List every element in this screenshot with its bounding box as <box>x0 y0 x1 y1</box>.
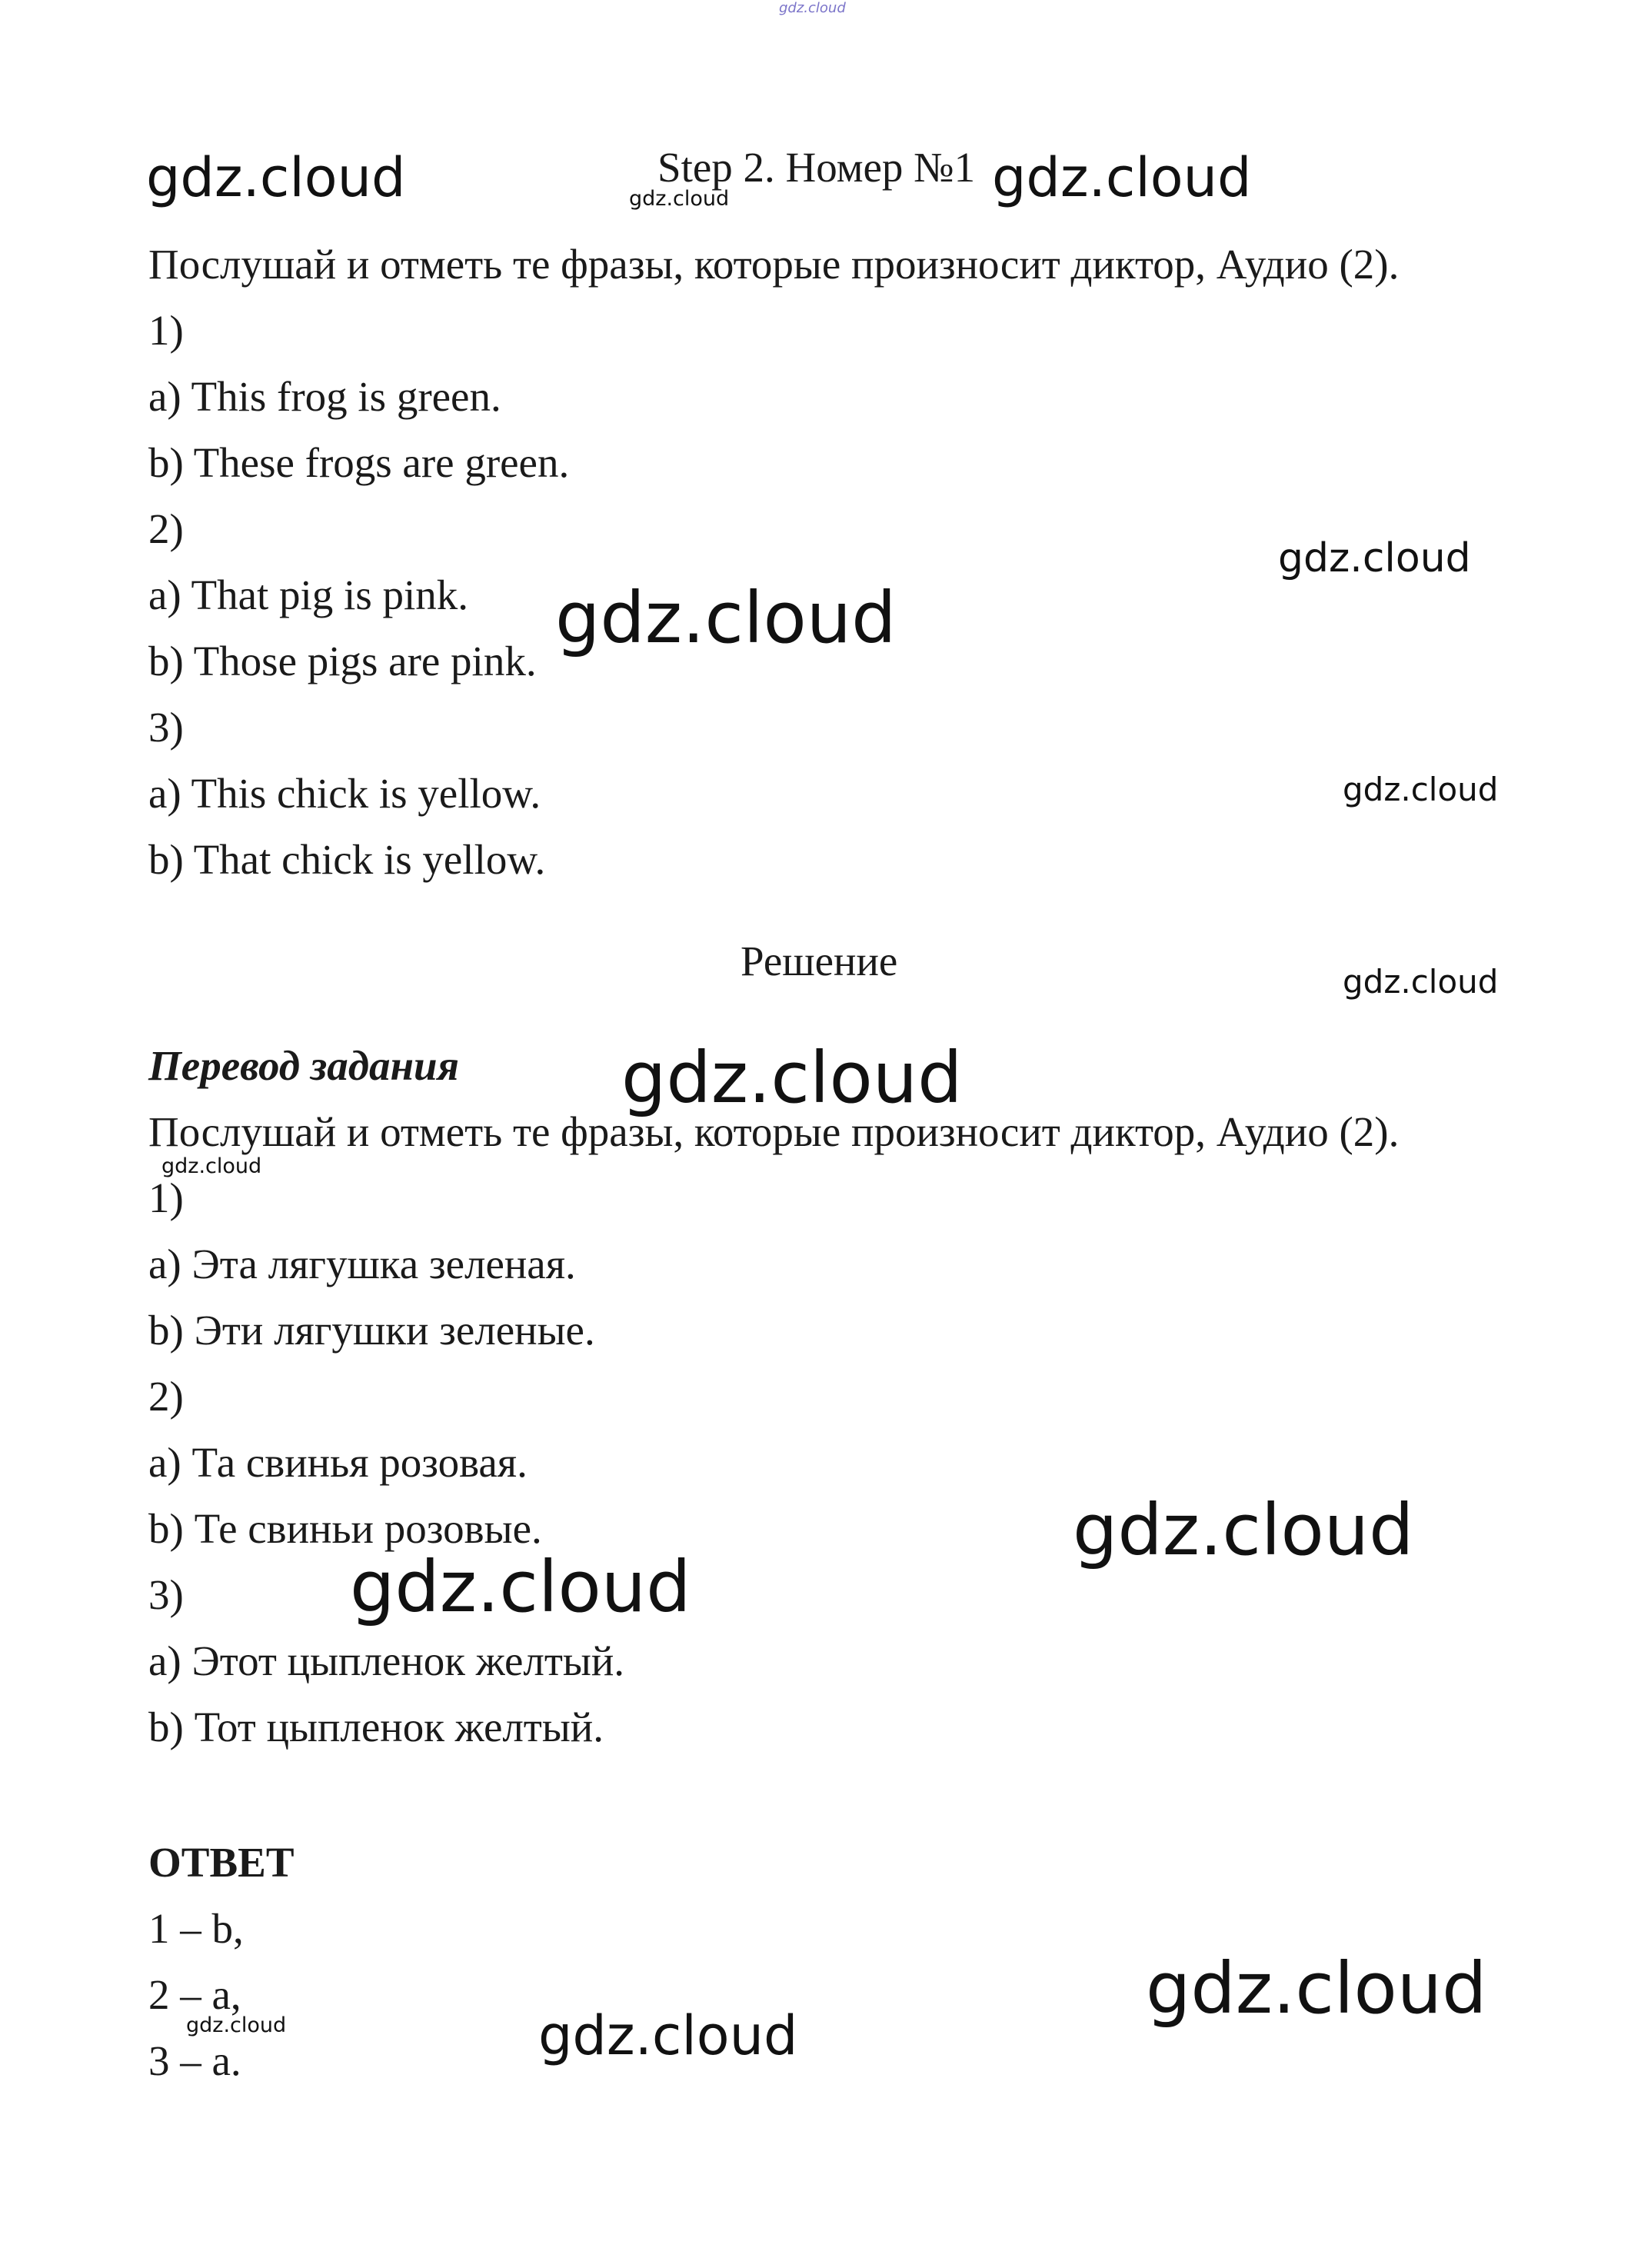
answer-item: 3 – a. <box>148 2037 241 2084</box>
translation-instruction: Послушай и отметь те фразы, которые произносит диктор, Аудио (2). <box>148 1108 1400 1155</box>
task-item: b) These frogs are green. <box>148 439 570 486</box>
translation-item: b) Те свиньи розовые. <box>148 1505 542 1552</box>
task-item: 2) <box>148 505 184 552</box>
watermark: gdz.cloud <box>350 1546 691 1628</box>
answer-item: 1 – b, <box>148 1905 244 1952</box>
translation-item: a) Эта лягушка зеленая. <box>148 1241 576 1287</box>
watermark: gdz.cloud <box>1278 535 1471 581</box>
translation-item: a) Этот цыпленок желтый. <box>148 1637 625 1684</box>
watermark: gdz.cloud <box>538 2004 798 2067</box>
translation-heading: Перевод задания <box>148 1042 459 1089</box>
solution-heading: Решение <box>741 938 898 984</box>
watermark: gdz.cloud <box>779 0 846 16</box>
translation-item: 1) <box>148 1174 184 1221</box>
watermark: gdz.cloud <box>629 187 730 211</box>
watermark: gdz.cloud <box>146 146 406 209</box>
task-item: 1) <box>148 307 184 354</box>
task-item: a) This chick is yellow. <box>148 770 541 817</box>
watermark: gdz.cloud <box>1343 771 1499 808</box>
translation-item: a) Та свинья розовая. <box>148 1439 528 1486</box>
task-item: a) That pig is pink. <box>148 571 469 618</box>
task-item: 3) <box>148 704 184 751</box>
task-item: a) This frog is green. <box>148 373 501 420</box>
task-item: b) Those pigs are pink. <box>148 638 537 684</box>
page-title: Step 2. Номер №1 <box>657 144 976 191</box>
watermark: gdz.cloud <box>186 2013 287 2037</box>
watermark: gdz.cloud <box>992 146 1252 209</box>
watermark: gdz.cloud <box>1073 1489 1414 1571</box>
translation-item: b) Тот цыпленок желтый. <box>148 1703 604 1750</box>
answer-item: 2 – a, <box>148 1971 241 2018</box>
answer-heading: ОТВЕТ <box>148 1839 295 1886</box>
task-instruction: Послушай и отметь те фразы, которые произносит диктор, Аудио (2). <box>148 241 1400 288</box>
translation-item: 3) <box>148 1571 184 1618</box>
watermark: gdz.cloud <box>555 577 897 659</box>
watermark: gdz.cloud <box>161 1154 262 1178</box>
task-item: b) That chick is yellow. <box>148 836 546 883</box>
translation-item: 2) <box>148 1373 184 1420</box>
translation-item: b) Эти лягушки зеленые. <box>148 1307 595 1354</box>
watermark: gdz.cloud <box>621 1037 963 1119</box>
watermark: gdz.cloud <box>1343 963 1499 1001</box>
watermark: gdz.cloud <box>1146 1947 1487 2030</box>
